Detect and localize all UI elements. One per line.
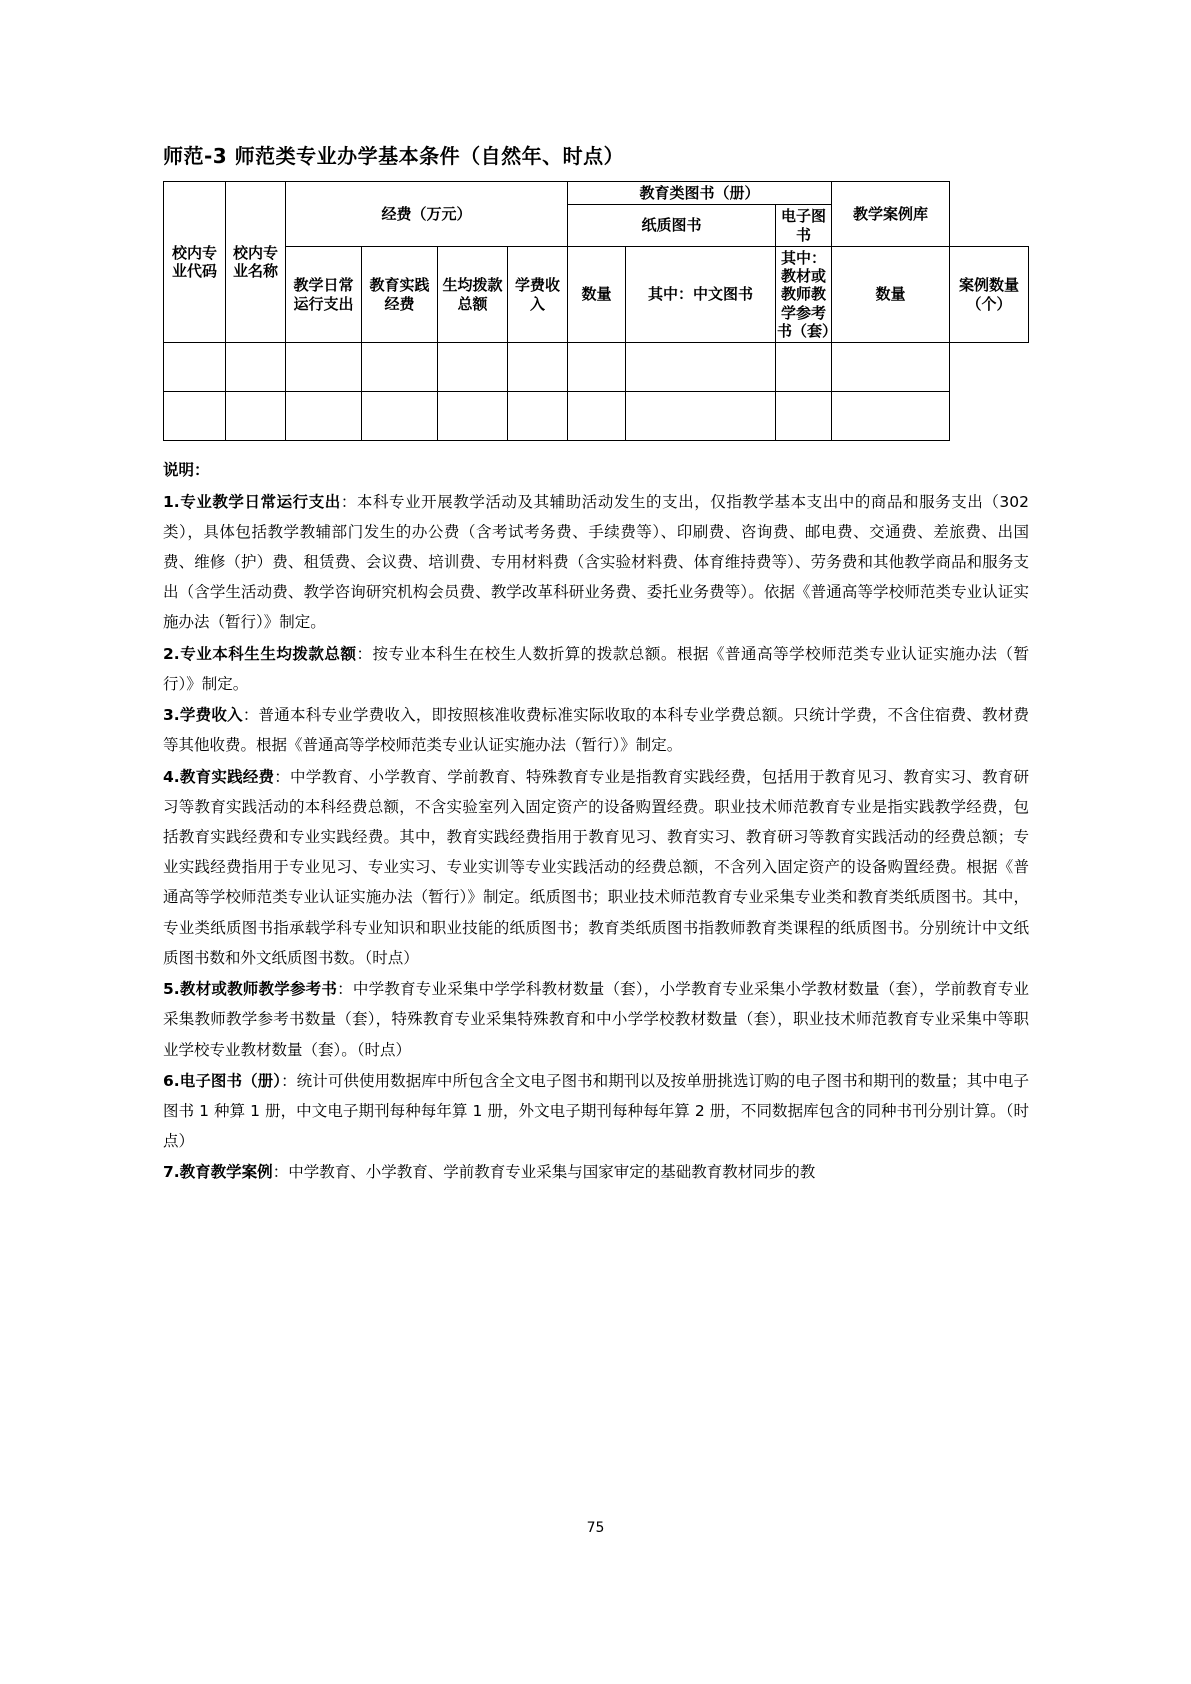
header-b4: 数量: [832, 246, 950, 342]
note-item-4: [163, 762, 1029, 974]
cell[interactable]: [438, 392, 508, 441]
note-label: 7.教育教学案例: [163, 1163, 273, 1182]
basic-conditions-table: [163, 181, 1029, 441]
table-header-row-3: [164, 246, 1029, 342]
table-row[interactable]: [164, 392, 1029, 441]
note-item-1: [163, 487, 1029, 638]
note-text: ：中学教育、小学教育、学前教育、特殊教育专业是指教育实践经费，包括用于教育见习、教育实习、教育研习等教育实践活动的本科经费总额，不含实验室列入固定资产的设备购置经费。职业技术师范教育专业是指实践教学经费，包括教育实践经费和专业实践经费。其中，教育实践经费指用于教育见习、教育实习、教育研习等教育实践活动的经费总额；专业实践经费指用于专业见习、专业实习、专业实训等专业实践活动的经费总额，不含列入固定资产的设备购置经费。根据《普通高等学校师范类专业认证实施办法（暂行）》制定。纸质图书；职业技术师范教育专业采集专业类和教育类纸质图书。其中，专业类纸质图书指承载学科专业知识和职业技能的纸质图书；教育类纸质图书指教师教育类课程的纸质图书。分别统计中文纸质图书数和外文纸质图书数。（时点）: [163, 767, 1029, 967]
header-b2: 其中：中文图书: [626, 246, 776, 342]
cell[interactable]: [164, 343, 226, 392]
header-ebooks: 电子图书: [776, 205, 832, 247]
table-header-row-1: [164, 182, 1029, 205]
note-item-7: [163, 1157, 1029, 1187]
cell[interactable]: [286, 392, 362, 441]
cell[interactable]: [626, 392, 776, 441]
cell[interactable]: [508, 392, 568, 441]
notes-heading: [163, 455, 1029, 485]
header-b1: 数量: [568, 246, 626, 342]
header-b3: 其中：教材或教师教学参考书（套）: [776, 246, 832, 342]
cell[interactable]: [362, 392, 438, 441]
note-label: 2.专业本科生生均拨款总额: [163, 644, 357, 663]
cell[interactable]: [226, 392, 286, 441]
note-text: ：按专业本科生在校生人数折算的拨款总额。根据《普通高等学校师范类专业认证实施办法（暂行）》制定。: [163, 644, 1029, 693]
note-text: ：普通本科专业学费收入，即按照核准收费标准实际收取的本科专业学费总额。只统计学费，不含住宿费、教材费等其他收费。根据《普通高等学校师范类专业认证实施办法（暂行）》制定。: [163, 706, 1029, 755]
note-label: 4.教育实践经费: [163, 767, 275, 786]
table-row[interactable]: [164, 343, 1029, 392]
header-c1: 案例数量（个）: [950, 246, 1029, 342]
note-text: ：统计可供使用数据库中所包含全文电子图书和期刊以及按单册挑选订购的电子图书和期刊的数量；其中电子图书 1 种算 1 册，中文电子期刊每种每年算 1 册，外文电子期刊每种每年算 2 册，不同数据库包含的同种书刊分别计算。（时点）: [163, 1071, 1029, 1151]
note-text: ：中学教育专业采集中学学科教材数量（套），小学教育专业采集小学教材数量（套），学前教育专业采集教师教学参考书数量（套），特殊教育专业采集特殊教育和中小学学校教材数量（套），职业技术师范教育专业采集中等职业学校专业教材数量（套）。（时点）: [163, 980, 1029, 1059]
page-title: 师范-3 师范类专业办学基本条件（自然年、时点）: [163, 144, 625, 168]
cell[interactable]: [776, 343, 832, 392]
page-number: 75: [586, 1520, 605, 1536]
note-label: 6.电子图书（册）: [163, 1071, 282, 1090]
note-item-2: [163, 639, 1029, 699]
header-col-name: 校内专业名称: [226, 182, 286, 343]
note-text: ：中学教育、小学教育、学前教育专业采集与国家审定的基础教育教材同步的教: [272, 1163, 816, 1182]
note-label: 1.专业教学日常运行支出: [163, 492, 341, 511]
note-item-5: [163, 974, 1029, 1065]
cell[interactable]: [776, 392, 832, 441]
cell[interactable]: [832, 392, 950, 441]
cell[interactable]: [226, 343, 286, 392]
header-col-code: 校内专业代码: [164, 182, 226, 343]
cell[interactable]: [362, 343, 438, 392]
cell[interactable]: [164, 392, 226, 441]
header-group-funding: 经费（万元）: [286, 182, 568, 247]
header-group-cases: 教学案例库: [832, 182, 950, 247]
cell[interactable]: [286, 343, 362, 392]
header-f2: 教育实践经费: [362, 246, 438, 342]
note-label: 5.教材或教师教学参考书: [163, 980, 338, 999]
note-label: 3.学费收入: [163, 706, 243, 725]
cell[interactable]: [438, 343, 508, 392]
note-item-6: [163, 1066, 1029, 1157]
header-group-books: 教育类图书（册）: [568, 182, 832, 205]
cell[interactable]: [626, 343, 776, 392]
notes-section: [163, 455, 1029, 1187]
page-content: [163, 140, 1029, 1189]
cell[interactable]: [832, 343, 950, 392]
note-item-3: [163, 700, 1029, 760]
cell[interactable]: [568, 343, 626, 392]
note-text: ：本科专业开展教学活动及其辅助活动发生的支出，仅指教学基本支出中的商品和服务支出（302 类），具体包括教学教辅部门发生的办公费（含考试考务费、手续费等）、印刷费、咨询费、邮电费、交通费、差旅费、出国费、维修（护）费、租赁费、会议费、培训费、专用材料费（含实验材料费、体育维持费等）、劳务费和其他教学商品和服务支出（含学生活动费、教学咨询研究机构会员费、教学改革科研业务费、委托业务费等）。依据《普通高等学校师范类专业认证实施办法（暂行）》制定。: [163, 492, 1029, 632]
header-f4: 学费收入: [508, 246, 568, 342]
cell[interactable]: [508, 343, 568, 392]
notes-heading-text: 说明：: [163, 461, 210, 480]
header-f3: 生均拨款总额: [438, 246, 508, 342]
cell[interactable]: [568, 392, 626, 441]
header-f1: 教学日常运行支出: [286, 246, 362, 342]
header-paper-books: 纸质图书: [568, 205, 776, 247]
